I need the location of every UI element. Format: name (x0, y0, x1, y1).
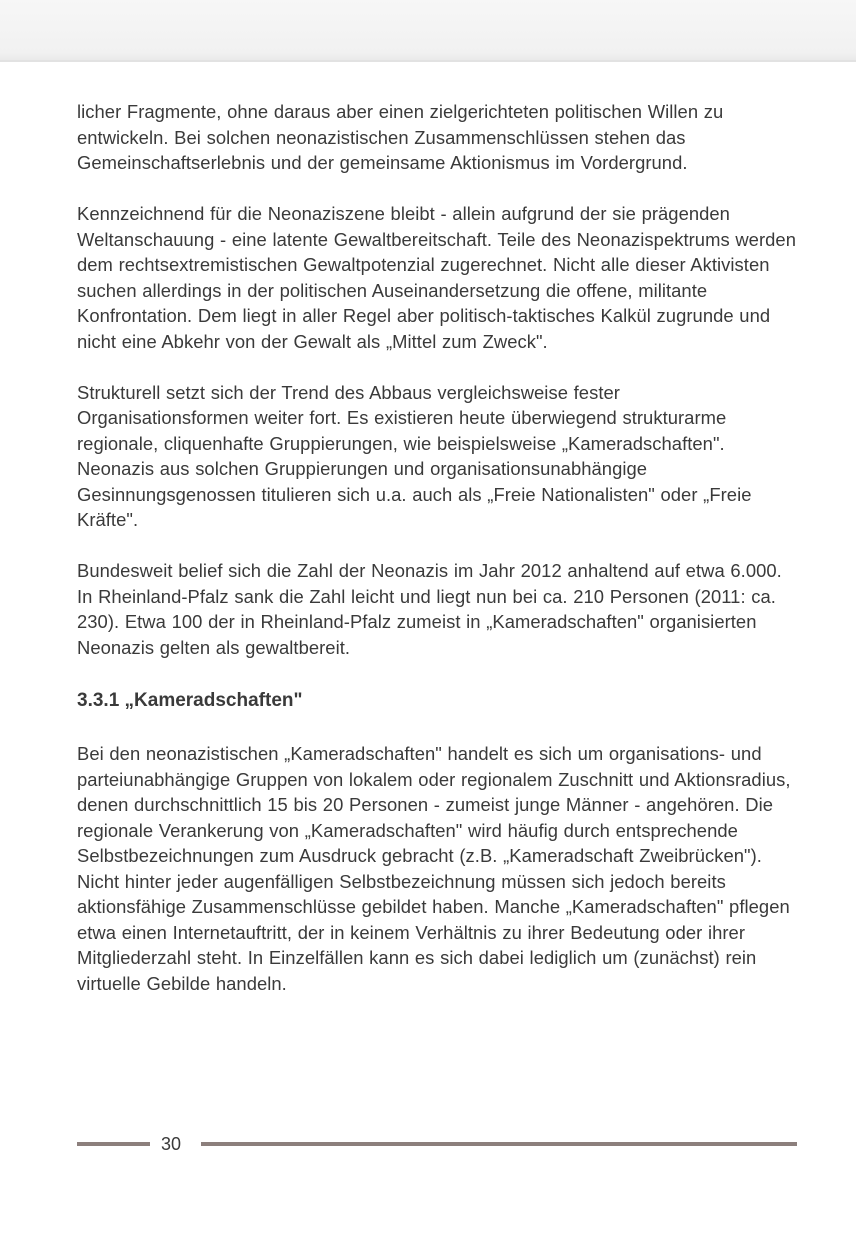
paragraph-neonazi-numbers: Bundesweit belief sich die Zahl der Neonazis im Jahr 2012 anhaltend auf etwa 6.000. In Rheinland-Pfalz sank die Zahl leicht und liegt nun bei ca. 210 Personen (2011: ca. 230). Etwa 100 der in Rheinland-Pfalz zumeist in „Kameradschaften" organisierten Neonazis gelten als gewaltbereit. (77, 560, 782, 658)
footer-rule-right (201, 1142, 797, 1146)
page-number: 30 (161, 1134, 182, 1154)
paragraph-fragment-continuation: licher Fragmente, ohne daraus aber einen zielgerichteten politischen Willen zu entwickeln. Bei solchen neonazistischen Zusammenschlüssen stehen das Gemeinschaftserlebnis und der gemeinsame Aktionismus im Vordergrund. (77, 101, 724, 173)
scan-top-edge-line (0, 60, 856, 62)
paragraph-violence-readiness: Kennzeichnend für die Neonaziszene bleibt - allein aufgrund der sie prägenden Weltanschauung - eine latente Gewaltbereitschaft. Teile des Neonazispektrums werden dem rechtsextremistischen Gewaltpotenzial zugerechnet. Nicht alle dieser Aktivisten suchen allerdings in der politischen Auseinandersetzung die offene, militante Konfrontation. Dem liegt in aller Regel aber politisch-taktisches Kalkül zugrunde und nicht eine Abkehr von der Gewalt als „Mittel zum Zweck". (77, 203, 796, 352)
section-heading: 3.3.1 „Kameradschaften" (77, 690, 303, 711)
footer-rule-left (77, 1142, 150, 1146)
page-footer (77, 1132, 797, 1156)
scan-top-band (0, 0, 856, 62)
page-body (77, 99, 797, 996)
paragraph-kameradschaften: Bei den neonazistischen „Kameradschaften" handelt es sich um organisations- und parteiunabhängige Gruppen von lokalem oder regionalem Zuschnitt und Aktionsradius, denen durchschnittlich 15 bis 20 Personen - zumeist junge Männer - angehören. Die regionale Verankerung von „Kameradschaften" wird häufig durch entsprechende Selbstbezeichnungen zum Ausdruck gebracht (z.B. „Kameradschaft Zweibrücken"). Nicht hinter jeder augenfälligen Selbstbezeichnung müssen sich jedoch bereits aktionsfähige Zusammenschlüsse gebildet haben. Manche „Kameradschaften" pflegen etwa einen Internetauftritt, der in keinem Verhältnis zu ihrer Bedeutung oder ihrer Mitgliederzahl steht. In Einzelfällen kann es sich dabei lediglich um (zunächst) rein virtuelle Gebilde handeln. (77, 743, 791, 994)
paragraph-structural-trend: Strukturell setzt sich der Trend des Abbaus vergleichsweise fester Organisationsformen weiter fort. Es existieren heute überwiegend strukturarme regionale, cliquenhafte Gruppierungen, wie beispielsweise „Kameradschaften". Neonazis aus solchen Gruppierungen und organisationsunabhängige Gesinnungsgenossen titulieren sich u.a. auch als „Freie Nationalisten" oder „Freie Kräfte". (77, 381, 752, 530)
